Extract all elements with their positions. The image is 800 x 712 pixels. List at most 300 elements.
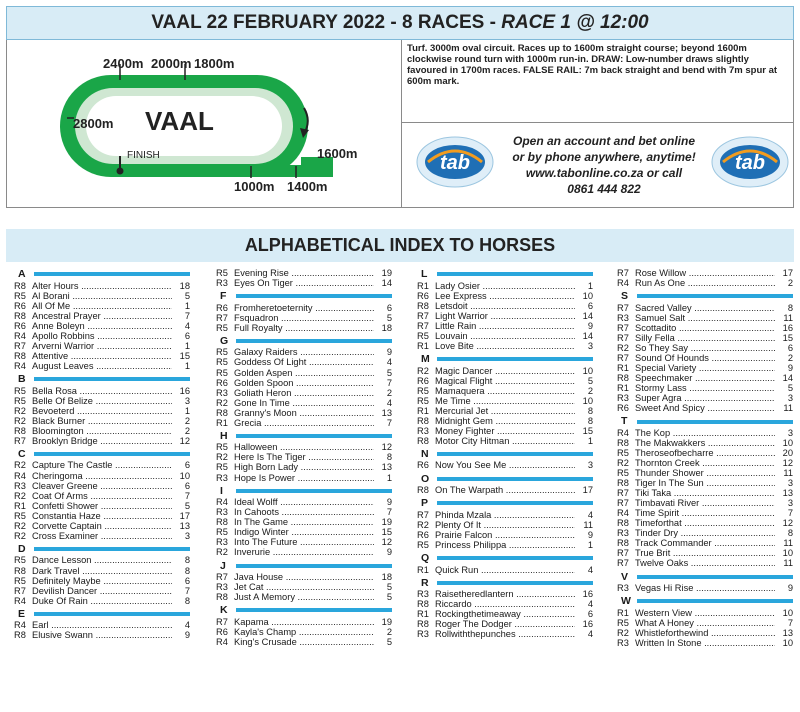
saddle-number: 12 [179,435,190,446]
horse-name: Kayla's Champ ..... [234,627,374,637]
race-number: R8 [216,517,228,528]
horse-name: Thunder Shower ..... [635,468,775,478]
horse-name: Light Warrior ..... [435,311,575,321]
race-number: R5 [14,510,26,521]
letter-bar [437,452,593,456]
race-number: R1 [417,280,429,291]
horse-name: Super Agra ..... [635,393,775,403]
horse-entry [216,497,392,507]
saddle-number: 7 [787,508,793,519]
race-number: R5 [14,395,26,406]
horse-name: Devilish Dancer ..... [32,586,172,596]
letter-label: J [220,559,226,572]
saddle-number: 2 [787,278,793,289]
letter-heading [417,552,593,565]
letter-bar [236,434,392,438]
race-number: R8 [617,478,629,489]
race-number: R2 [14,460,26,471]
saddle-number: 11 [783,538,793,549]
tab-logo-left[interactable] [416,136,494,188]
horse-name: Money Fighter ..... [435,426,575,436]
horse-entry [617,508,793,518]
letter-heading [216,485,392,498]
saddle-number: 4 [587,599,593,610]
race-number: R7 [216,616,228,627]
horse-name: Cross Examiner ..... [32,531,172,541]
race-number: R3 [417,425,429,436]
horse-entry [617,528,793,538]
race-number: R3 [216,537,228,548]
horse-entry [216,408,392,418]
horse-entry [14,361,190,371]
saddle-number: 10 [582,365,593,376]
letter-heading [216,290,392,303]
horse-entry [14,481,190,491]
horse-entry [14,586,190,596]
horse-entry [417,281,593,291]
letter-heading [14,448,190,461]
race-number: R3 [617,528,629,539]
race-number: R2 [417,365,429,376]
horse-name: Louvain ..... [435,331,575,341]
saddle-number: 1 [184,300,190,311]
saddle-number: 3 [787,498,793,509]
race-number: R5 [14,385,26,396]
race-number: R4 [216,636,228,647]
horse-entry [617,548,793,558]
race-number: R7 [216,312,228,323]
horse-name: Fromheretoeternity ..... [234,303,374,313]
horse-name: Rose Willow ..... [635,268,775,278]
horse-entry [216,347,392,357]
letter-label: G [220,335,229,348]
horse-entry [417,376,593,386]
letter-label: E [18,607,26,620]
race-number: R7 [617,352,629,363]
horse-name: Jet Cat ..... [234,582,374,592]
race-number: R6 [216,377,228,388]
letter-heading [417,473,593,486]
race-number: R8 [216,407,228,418]
horse-entry [417,331,593,341]
horse-entry [417,321,593,331]
finish-label: FINISH [127,150,160,161]
index-column-2 [216,268,392,647]
horse-name: Confetti Shower ..... [32,501,172,511]
horse-name: Sweet And Spicy ..... [635,403,775,413]
horse-entry [216,617,392,627]
index-column-4 [617,268,793,648]
race-number: R4 [14,330,26,341]
divider-horizontal [401,122,794,123]
course-info: Turf. 3000m oval circuit. Races up to 1600m straight course; beyond 1600m clockwise round turn with 1000m run-in. DRAW: Low-number draws slightly favoured in 1700m races. FALSE RAIL: 7m back straight and bend with 7m spur at 600m mark. [407,43,778,87]
race-number: R3 [216,278,228,289]
saddle-number: 4 [386,397,392,408]
horse-entry [417,436,593,446]
letter-label: M [421,353,430,366]
race-number: R1 [617,362,629,373]
horse-name: Bella Rosa ..... [32,386,172,396]
race-number: R1 [417,405,429,416]
saddle-number: 12 [381,442,392,453]
horse-entry [14,471,190,481]
letter-label: L [421,268,428,281]
saddle-number: 1 [587,539,593,550]
horse-name: Inverurie ..... [234,547,374,557]
horse-entry [14,460,190,470]
horse-entry [417,460,593,470]
horse-entry [14,396,190,406]
letter-label: I [220,484,223,497]
race-number: R5 [216,527,228,538]
horse-entry [617,558,793,568]
race-title: VAAL 22 FEBRUARY 2022 - 8 RACES - [151,12,502,33]
index-column-1 [14,268,190,640]
label-1800: 1800m [194,56,235,71]
race-number: R2 [417,519,429,530]
horse-entry [216,268,392,278]
horse-name: Princess Philippa ..... [435,540,575,550]
horse-name: Stormy Lass ..... [635,383,775,393]
horse-name: Samuel Salt ..... [635,313,775,323]
letter-heading [617,570,793,583]
race-number: R5 [14,555,26,566]
horse-name: Mercurial Jet ..... [435,406,575,416]
race-number: R5 [216,268,228,278]
race-number: R7 [417,509,429,520]
saddle-number: 7 [386,507,392,518]
race-number: R7 [617,302,629,313]
race-number: R5 [417,395,429,406]
letter-heading [14,608,190,621]
horse-entry [417,301,593,311]
horse-name: Corvette Captain ..... [32,521,172,531]
race-number: R6 [216,626,228,637]
horse-name: Sacred Valley ..... [635,303,775,313]
horse-entry [216,507,392,517]
label-2800: 2800m [73,116,114,131]
tab-logo-right[interactable] [711,136,789,188]
letter-heading [14,543,190,556]
race-number: R5 [216,347,228,358]
saddle-number: 3 [787,427,793,438]
letter-heading [617,595,793,608]
race-number: R7 [617,332,629,343]
letter-heading [216,604,392,617]
race-number: R7 [617,488,629,499]
race-number: R8 [14,310,26,321]
saddle-number: 3 [587,460,593,471]
race-number: R2 [617,342,629,353]
horse-name: Capture The Castle ..... [32,460,172,470]
horse-entry [14,386,190,396]
saddle-number: 8 [787,302,793,313]
horse-entry [617,353,793,363]
letter-bar [437,357,593,361]
saddle-number: 2 [386,387,392,398]
horse-entry [216,547,392,557]
horse-entry [216,452,392,462]
horse-entry [417,396,593,406]
horse-entry [617,363,793,373]
horse-name: Ancestral Prayer ..... [32,311,172,321]
horse-name: Speechmaker ..... [635,373,775,383]
letter-bar [437,556,593,560]
race-number: R4 [14,595,26,606]
letter-heading [417,448,593,461]
finish-dot [117,168,124,175]
letter-bar [637,294,793,298]
saddle-number: 9 [386,547,392,558]
race-number: R2 [216,397,228,408]
race-number: R7 [617,322,629,333]
saddle-number: 3 [787,478,793,489]
race-number: R7 [617,268,629,278]
letter-heading [417,353,593,366]
horse-entry [617,343,793,353]
horse-entry [216,592,392,602]
horse-name: Phinda Mzala ..... [435,510,575,520]
race-number: R5 [417,385,429,396]
horse-name: Al Borani ..... [32,291,172,301]
race-number: R8 [14,425,26,436]
horse-entry [14,620,190,630]
horse-name: Eyes On Tiger ..... [234,278,374,288]
letter-bar [34,272,190,276]
horse-name: True Brit ..... [635,548,775,558]
letter-label: P [421,497,429,510]
letter-label: D [18,543,26,556]
label-1400: 1400m [287,179,328,194]
race-number: R6 [417,529,429,540]
letter-label: Q [421,552,430,565]
horse-entry [216,462,392,472]
horse-name: Track Commander ..... [635,538,775,548]
saddle-number: 7 [184,310,190,321]
race-number: R8 [417,485,429,496]
race-number: R3 [216,387,228,398]
race-number: R3 [216,582,228,593]
horse-entry [14,491,190,501]
race-number: R8 [216,592,228,603]
horse-entry [417,416,593,426]
saddle-number: 8 [386,452,392,463]
horse-entry [417,619,593,629]
horse-entry [417,530,593,540]
saddle-number: 1 [184,405,190,416]
horse-entry [417,426,593,436]
race-number: R2 [216,452,228,463]
horse-name: Scottadito ..... [635,323,775,333]
race-number: R4 [216,497,228,508]
race-number: R6 [14,320,26,331]
horse-name: Prairie Falcon ..... [435,530,575,540]
saddle-number: 7 [787,617,793,628]
horse-name: Raisetheredlantern ..... [435,589,575,599]
promo-line-1: Open an account and bet online [512,134,695,148]
horse-name: Magic Dancer ..... [435,366,575,376]
promo-line-2: or by phone anywhere, anytime! [512,150,696,164]
horse-entry [617,488,793,498]
saddle-number: 11 [783,558,793,569]
letter-bar [637,420,793,424]
saddle-number: 19 [381,517,392,528]
horse-entry [417,341,593,351]
race-number: R8 [617,373,629,384]
letter-label: H [220,430,228,443]
saddle-number: 14 [582,330,593,341]
horse-entry [216,323,392,333]
race-number: R5 [216,322,228,333]
horse-entry [216,442,392,452]
race-number: R4 [617,427,629,438]
race-number: R7 [14,340,26,351]
horse-name: Theroseofbecharre ..... [635,448,775,458]
horse-entry [617,403,793,413]
saddle-number: 2 [787,352,793,363]
letter-bar [34,612,190,616]
horse-entry [216,388,392,398]
horse-entry [417,609,593,619]
saddle-number: 19 [381,268,392,278]
race-number: R5 [216,462,228,473]
letter-label: V [621,570,629,583]
letter-bar [637,599,793,603]
saddle-number: 2 [386,626,392,637]
horse-name: Alter Hours ..... [32,281,172,291]
race-number: R7 [617,548,629,559]
race-number: R7 [14,585,26,596]
race-number: R8 [14,280,26,291]
index-column-3 [417,268,593,639]
saddle-number: 16 [782,322,793,333]
horse-name: Anne Boleyn ..... [32,321,172,331]
saddle-number: 4 [587,629,593,640]
horse-name: Little Rain ..... [435,321,575,331]
track-info-panel [6,40,794,208]
horse-name: Dance Lesson ..... [32,555,172,565]
saddle-number: 13 [179,520,190,531]
race-time: RACE 1 @ 12:00 [501,12,649,33]
horse-name: Letsdoit ..... [435,301,575,311]
horse-name: Brooklyn Bridge ..... [32,436,172,446]
horse-name: Goddess Of Light ..... [234,357,374,367]
horse-entry [14,511,190,521]
letter-heading [216,335,392,348]
saddle-number: 1 [184,340,190,351]
saddle-number: 8 [787,528,793,539]
horse-name: Magical Flight ..... [435,376,575,386]
horse-name: Golden Aspen ..... [234,368,374,378]
saddle-number: 6 [184,460,190,471]
saddle-number: 5 [386,636,392,647]
horse-name: Time Spirit ..... [635,508,775,518]
race-number: R2 [14,405,26,416]
letter-heading [617,290,793,303]
saddle-number: 3 [787,393,793,404]
horse-entry [216,418,392,428]
saddle-number: 1 [184,360,190,371]
race-number: R8 [617,518,629,529]
saddle-number: 16 [582,619,593,630]
race-number: R5 [617,617,629,628]
saddle-number: 15 [582,425,593,436]
race-number: R7 [617,558,629,569]
horse-entry [14,521,190,531]
horse-name: Rockingthetimeaway ..... [435,609,575,619]
saddle-number: 1 [587,435,593,446]
saddle-number: 7 [184,490,190,501]
horse-entry [14,301,190,311]
race-number: R5 [216,357,228,368]
horse-entry [617,438,793,448]
letter-label: T [621,415,628,428]
horse-entry [216,278,392,288]
horse-entry [14,596,190,606]
saddle-number: 19 [381,616,392,627]
letter-bar [637,575,793,579]
saddle-number: 4 [587,564,593,575]
horse-entry [617,428,793,438]
race-number: R1 [417,564,429,575]
letter-heading [617,415,793,428]
race-number: R1 [417,609,429,620]
horse-name: So They Say ..... [635,343,775,353]
label-2000: 2000m [151,56,192,71]
race-number: R3 [617,637,629,648]
letter-label: K [220,604,228,617]
svg-text:tab: tab [735,152,765,174]
saddle-number: 4 [184,320,190,331]
race-number: R5 [216,442,228,453]
promo-text [499,133,709,197]
race-number: R3 [216,472,228,483]
race-number: R3 [617,312,629,323]
saddle-number: 6 [587,609,593,620]
horse-entry [617,458,793,468]
horse-entry [216,582,392,592]
horse-entry [14,501,190,511]
race-number: R6 [216,302,228,313]
saddle-number: 3 [587,340,593,351]
letter-label: W [621,595,631,608]
letter-bar [236,564,392,568]
saddle-number: 8 [587,415,593,426]
horse-entry [617,583,793,593]
horse-name: Plenty Of It ..... [435,520,575,530]
horse-entry [417,386,593,396]
horse-entry [14,281,190,291]
race-number: R2 [216,547,228,558]
race-number: R8 [417,599,429,610]
letter-bar [437,501,593,505]
letter-label: S [621,290,629,303]
promo-line-3[interactable]: www.tabonline.co.za or call [525,166,683,180]
race-number: R8 [417,300,429,311]
horse-entry [14,436,190,446]
letter-heading [417,577,593,590]
saddle-number: 10 [782,637,793,648]
horse-name: Earl ..... [32,620,172,630]
horse-entry [417,291,593,301]
horse-entry [216,527,392,537]
saddle-number: 13 [782,488,793,499]
horse-name: Duke Of Rain ..... [32,596,172,606]
race-number: R5 [417,330,429,341]
horse-entry [417,565,593,575]
saddle-number: 12 [381,537,392,548]
saddle-number: 16 [582,589,593,600]
